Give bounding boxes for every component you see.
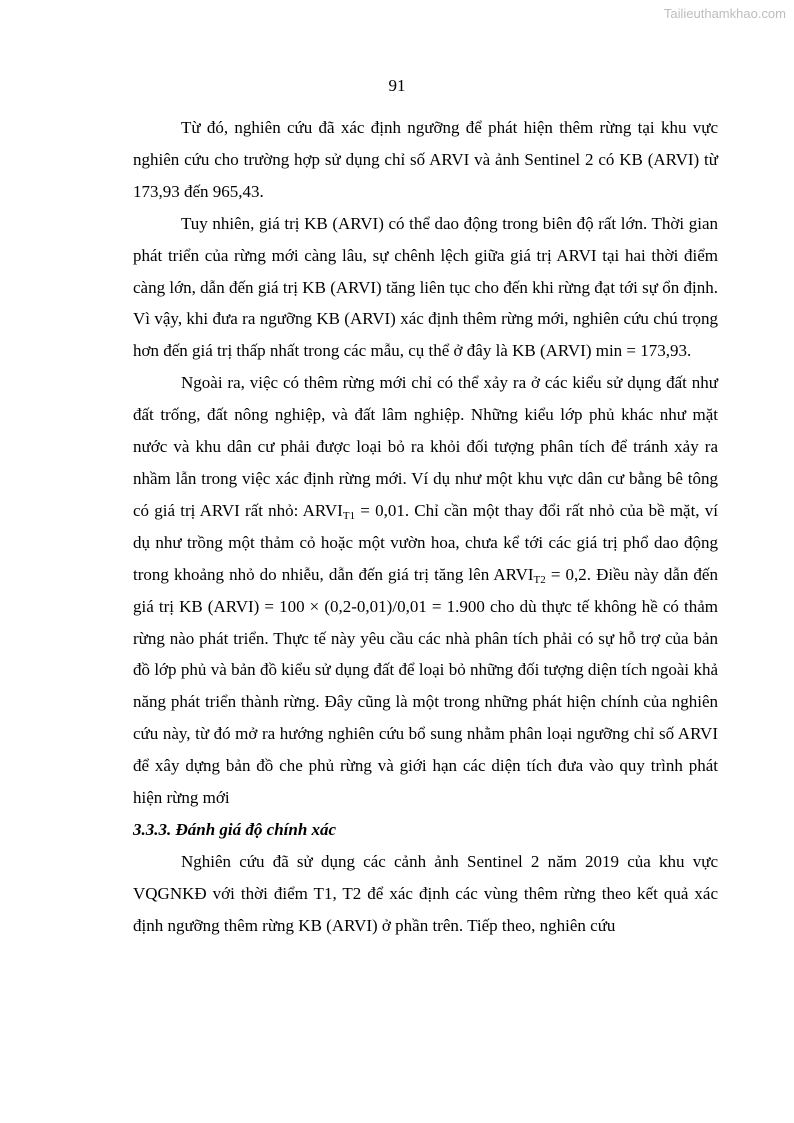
page-number: 91 [388,76,406,95]
subscript-t1: T1 [342,509,356,522]
paragraph-1: Từ đó, nghiên cứu đã xác định ngưỡng để phát hiện thêm rừng tại khu vực nghiên cứu cho trường hợp sử dụng chỉ số ARVI và ảnh Sentinel 2 có KB (ARVI) từ 173,93 đến 965,43. [133,118,718,201]
paragraph-3-part-a: Ngoài ra, việc có thêm rừng mới chỉ có thể xảy ra ở các kiểu sử dụng đất như đất trống, đất nông nghiệp, và đất lâm nghiệp. Những kiểu lớp phủ khác như mặt nước và khu dân cư phải được loại bỏ ra khỏi đối tượng phân tích để tránh xảy ra nhầm lẫn trong việc xác định rừng mới. Ví dụ như một khu vực dân cư bằng bê tông có giá trị ARVI rất nhỏ: ARVI [133,373,718,520]
paragraph-4: Nghiên cứu đã sử dụng các cảnh ảnh Sentinel 2 năm 2019 của khu vực VQGNKĐ với thời điểm T1, T2 để xác định các vùng thêm rừng theo kết quả xác định ngưỡng thêm rừng KB (ARVI) ở phần trên. Tiếp theo, nghiên cứu [133,851,718,935]
paragraph-3-part-b: = 0,01. Chỉ cần một thay đổi rất nhỏ của bề mặt, ví dụ như trồng một thảm cỏ hoặc một vườn hoa, chưa kể tới các giá trị phổ dao động trong khoảng nhỏ do nhiễu, dẫn đến giá trị tăng lên ARVI [133,500,718,584]
watermark: Tailieuthamkhao.com [663,6,786,21]
document-body [133,112,718,942]
paragraph-3-part-c: = 0,2. Điều này dẫn đến giá trị KB (ARVI) = 100 × (0,2-0,01)/0,01 = 1.900 cho dù thực tế không hề có thảm rừng nào phát triển. Thực tế này yêu cầu các nhà phân tích phải có sự hỗ trợ của bản đồ lớp phủ và bản đồ kiểu sử dụng đất để loại bỏ những đối tượng diện tích ngoài khả năng phát triển thành rừng. Đây cũng là một trong những phát hiện chính của nghiên cứu này, từ đó mở ra hướng nghiên cứu bổ sung nhằm phân loại ngưỡng chỉ số ARVI để xây dựng bản đồ che phủ rừng và giới hạn các diện tích đưa vào quy trình phát hiện rừng mới [133,564,718,808]
paragraph-2: Tuy nhiên, giá trị KB (ARVI) có thể dao động trong biên độ rất lớn. Thời gian phát triển của rừng mới càng lâu, sự chênh lệch giữa giá trị ARVI tại hai thời điểm càng lớn, dẫn đến giá trị KB (ARVI) tăng liên tục cho đến khi rừng đạt tới sự ổn định. Vì vậy, khi đưa ra ngưỡng KB (ARVI) xác định thêm rừng mới, nghiên cứu chú trọng hơn đến giá trị thấp nhất trong các mẫu, cụ thể ở đây là KB (ARVI) min = 173,93. [133,213,718,361]
subscript-t2: T2 [533,573,546,586]
paragraph-3 [133,367,718,814]
section-heading: 3.3.3. Đánh giá độ chính xác [133,819,337,839]
